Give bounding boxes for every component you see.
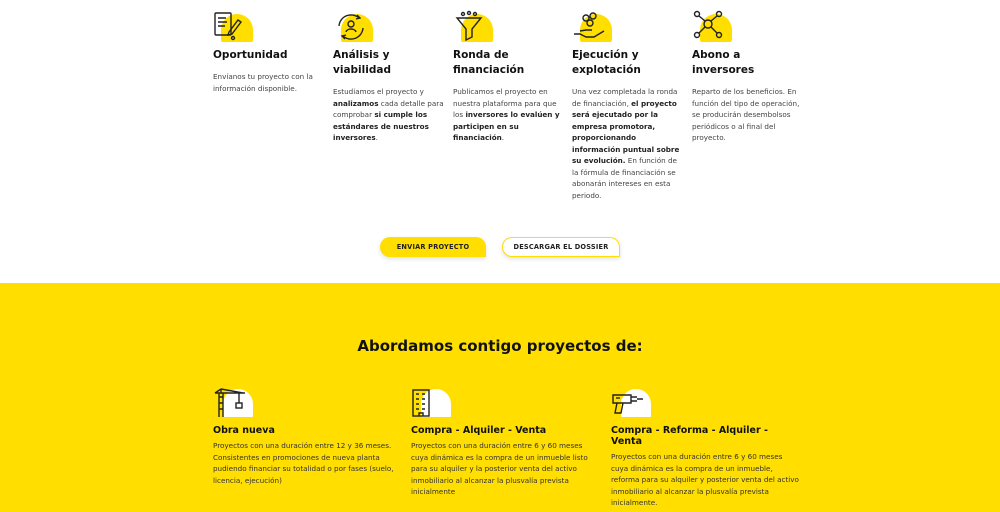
project-type-compra-alquiler-venta	[411, 387, 601, 498]
project-type-title: Compra - Alquiler - Venta	[411, 425, 547, 436]
step-analisis	[333, 10, 445, 144]
project-type-obra-nueva	[213, 387, 403, 486]
step-description	[333, 86, 445, 144]
step-ejecucion	[572, 10, 684, 201]
download-dossier-button[interactable]: DESCARGAR EL DOSSIER	[502, 237, 620, 257]
project-type-description: Proyectos con una duración entre 12 y 36 meses. Consistentes en promociones de nueva planta pudiendo financiar su totalidad o por fases (suelo, licencia, ejecución)	[213, 441, 394, 485]
hand-coins-icon	[572, 10, 612, 44]
text: En función de la fórmula de financiación se abonarán intereses en esta periodo.	[572, 156, 677, 200]
step-title: Abono a inversores	[692, 49, 755, 76]
funnel-icon	[453, 10, 493, 44]
project-type-description: Proyectos con una duración entre 6 y 60 meses cuya dinámica es la compra de un inmueble, reforma para su alquiler y posterior venta del activo inmobiliario al alcanzar la plusvalía prevista inicialmente.	[611, 452, 799, 507]
step-title: Oportunidad	[213, 49, 288, 61]
project-type-title: Compra - Reforma - Alquiler - Venta	[611, 425, 768, 447]
bold-text: analizamos	[333, 98, 379, 108]
project-type-title: Obra nueva	[213, 425, 275, 436]
step-title: Análisis y viabilidad	[333, 49, 391, 76]
text: Reparto de los beneficios. En función del tipo de operación, se producirán desembolsos periódicos o al final del proyecto.	[692, 87, 800, 142]
step-description	[692, 86, 804, 144]
analysis-cycle-icon	[333, 10, 373, 44]
step-description	[572, 86, 684, 201]
project-types-section	[0, 283, 1000, 512]
text: cada detalle para comprobar	[333, 98, 444, 119]
step-ronda	[453, 10, 565, 144]
crane-icon	[213, 387, 253, 417]
text: .	[501, 133, 505, 142]
bold-text: inversores lo evalúen y participen en su financiación	[453, 110, 560, 142]
step-title: Ronda de financiación	[453, 49, 525, 76]
drill-icon	[611, 387, 651, 417]
step-title: Ejecución y explotación	[572, 49, 641, 76]
project-type-description: Proyectos con una duración entre 6 y 60 meses cuya dinámica es la compra de un inmueble listo para su alquiler y la posterior venta del activo inmobiliario al alcanzar la plusvalía prevista inicialmente	[411, 441, 588, 496]
text: Estudiamos el proyecto y	[333, 87, 424, 96]
text: .	[375, 133, 378, 142]
network-nodes-icon	[692, 10, 732, 44]
building-icon	[411, 387, 451, 417]
step-abono	[692, 10, 804, 144]
section-heading: Abordamos contigo proyectos de:	[357, 337, 643, 355]
step-description	[453, 86, 565, 144]
document-pencil-icon	[213, 10, 253, 44]
step-description	[213, 71, 325, 94]
text: Una vez completada la ronda de financiación,	[572, 87, 678, 108]
step-oportunidad	[213, 10, 325, 94]
project-type-compra-reforma	[611, 387, 801, 509]
send-project-button[interactable]: ENVIAR PROYECTO	[380, 237, 486, 257]
text: Envíanos tu proyecto con la información disponible.	[213, 72, 313, 93]
bold-text: si cumple los estándares de nuestros inversores	[333, 110, 429, 142]
text: Publicamos el proyecto en nuestra plataforma para que los	[453, 87, 557, 119]
bold-text: el proyecto será ejecutado por la empresa promotora, proporcionando información puntual sobre su evolución.	[572, 98, 680, 165]
